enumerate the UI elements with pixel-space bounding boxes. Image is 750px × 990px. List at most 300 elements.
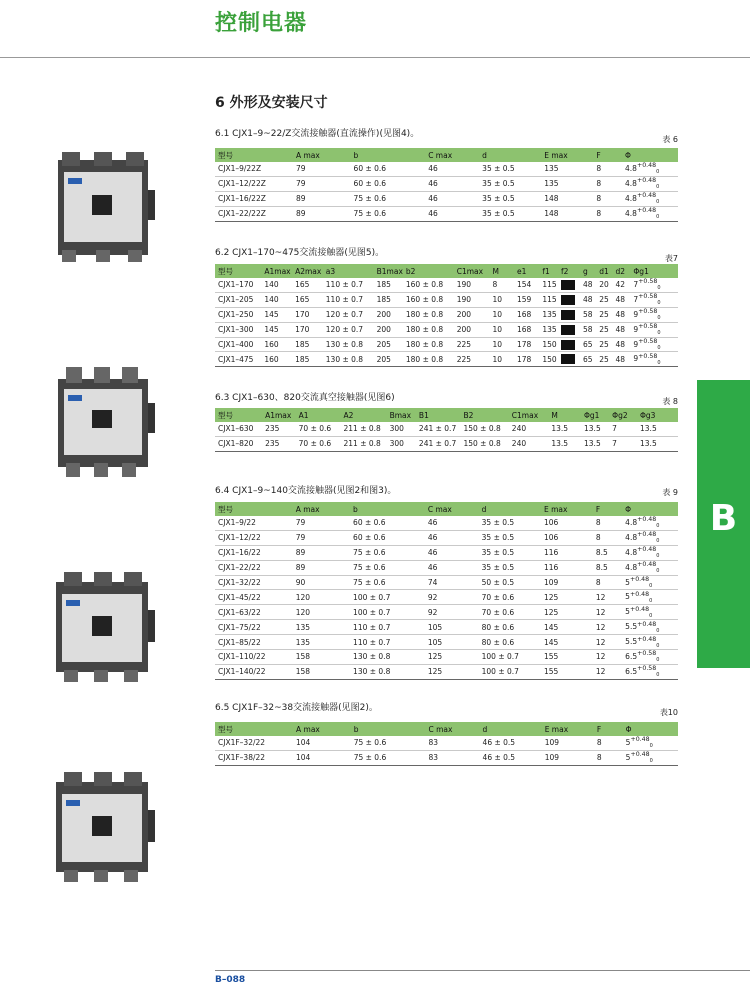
- table-cell: 154: [514, 278, 539, 292]
- table-cell: 70 ± 0.6: [479, 605, 541, 620]
- table-cell: 83: [425, 736, 479, 750]
- table-cell: 116: [541, 560, 593, 575]
- contactor-image-3: [50, 570, 155, 685]
- table-row: [215, 422, 678, 436]
- tolerance-lower: 0: [656, 199, 660, 206]
- table-cell: 8: [593, 530, 622, 545]
- table-cell: [622, 191, 678, 206]
- tolerance-upper: +0.58: [638, 352, 658, 360]
- side-tab-letter: B: [709, 498, 738, 539]
- table-cell: [622, 530, 678, 545]
- tolerance-upper: +0.48: [629, 605, 650, 613]
- table-cell: CJX1–9/22: [215, 516, 293, 530]
- table-cell: 125: [541, 590, 593, 605]
- table-header-cell: M: [548, 408, 581, 422]
- table-cell: [558, 307, 580, 322]
- table-cell: 160: [261, 352, 292, 367]
- table-cell: 135: [293, 635, 350, 650]
- table-cell: 89: [293, 545, 350, 560]
- table-cell: [558, 352, 580, 367]
- table-cell: 48: [613, 322, 631, 337]
- table-cell: [622, 560, 678, 575]
- table-cell: 160: [261, 337, 292, 352]
- phi-value: 7: [633, 279, 639, 289]
- table10-label: 表10: [659, 708, 678, 717]
- tolerance-upper: +0.58: [637, 650, 657, 658]
- table-cell: 130 ± 0.8: [350, 664, 425, 679]
- table-cell: 165: [292, 292, 323, 307]
- table-row: [215, 650, 678, 665]
- table-cell: 35 ± 0.5: [479, 530, 541, 545]
- table-cell: 89: [293, 206, 351, 221]
- table-cell: 46: [425, 176, 479, 191]
- table-cell: 79: [293, 162, 351, 176]
- table-cell: [630, 352, 678, 367]
- table-cell: 185: [374, 278, 403, 292]
- table-header-cell: B1max: [374, 264, 403, 278]
- phi-value: 5.5: [625, 637, 638, 647]
- table-cell: 89: [293, 560, 350, 575]
- table-cell: 25: [596, 337, 612, 352]
- table-header-cell: f2: [558, 264, 580, 278]
- table-header-cell: 型号: [215, 148, 293, 162]
- table-cell: 8: [594, 736, 623, 750]
- table-row: [215, 307, 678, 322]
- table-cell: [630, 278, 678, 292]
- table-cell: 46: [425, 545, 479, 560]
- phi-value: 9: [633, 309, 639, 319]
- table-cell: 160 ± 0.8: [403, 292, 454, 307]
- table-cell: [622, 650, 678, 665]
- table-cell: 75 ± 0.6: [351, 750, 426, 765]
- tolerance-upper: +0.48: [630, 751, 650, 759]
- phi-value: 7: [633, 294, 639, 304]
- table-header-cell: d: [479, 502, 541, 516]
- table-header-cell: A max: [293, 502, 350, 516]
- table-cell: 100 ± 0.7: [479, 650, 541, 665]
- table6-label: 表 6: [662, 135, 678, 144]
- table-cell: 185: [292, 337, 323, 352]
- tolerance-lower: 0: [656, 553, 660, 560]
- table-row: [215, 292, 678, 307]
- table-cell: 116: [541, 545, 593, 560]
- table-header-cell: b: [351, 722, 426, 736]
- table-cell: 205: [374, 337, 403, 352]
- tolerance-lower: 0: [656, 568, 660, 575]
- table-9: [215, 502, 678, 680]
- table-header-cell: A max: [293, 722, 351, 736]
- table-header-cell: 型号: [215, 408, 262, 422]
- table-8: [215, 408, 678, 452]
- phi-value: 6.5: [625, 666, 638, 676]
- table-cell: 150: [539, 352, 558, 367]
- table-row: [215, 664, 678, 679]
- table-cell: 300: [387, 422, 416, 436]
- table-header-cell: g: [580, 264, 596, 278]
- table-cell: 180 ± 0.8: [403, 352, 454, 367]
- table-cell: 145: [541, 635, 593, 650]
- table-cell: 8: [593, 516, 622, 530]
- table-cell: 60 ± 0.6: [351, 162, 426, 176]
- table-cell: 79: [293, 176, 351, 191]
- table-cell: CJX1F–32/22: [215, 736, 293, 750]
- table-cell: 80 ± 0.6: [479, 620, 541, 635]
- table-cell: 140: [261, 278, 292, 292]
- tolerance-lower: 0: [649, 597, 653, 604]
- table-cell: 75 ± 0.6: [350, 575, 425, 590]
- table7-label: 表7: [664, 254, 678, 263]
- table-cell: 115: [539, 292, 558, 307]
- table-cell: 79: [293, 530, 350, 545]
- f2-black-box: [561, 354, 575, 364]
- table-cell: 7: [609, 436, 637, 451]
- table-cell: 185: [292, 352, 323, 367]
- tolerance-lower: 0: [656, 169, 660, 176]
- table-cell: 180 ± 0.8: [403, 337, 454, 352]
- table-cell: [622, 664, 678, 679]
- table-cell: CJX1–300: [215, 322, 261, 337]
- table-header-cell: C max: [425, 502, 479, 516]
- table-header-cell: E max: [542, 722, 594, 736]
- table-cell: 8: [593, 575, 622, 590]
- table-header-cell: d: [480, 722, 542, 736]
- table-cell: 90: [293, 575, 350, 590]
- table-row: [215, 750, 678, 765]
- table-row: [215, 590, 678, 605]
- tolerance-lower: 0: [649, 583, 653, 589]
- table-header-cell: E max: [541, 148, 593, 162]
- table-cell: 178: [514, 352, 539, 367]
- table-cell: 50 ± 0.5: [479, 575, 541, 590]
- table-header-cell: A max: [293, 148, 351, 162]
- table-cell: 211 ± 0.8: [341, 436, 387, 451]
- tolerance-lower: 0: [656, 184, 660, 191]
- table-cell: 105: [425, 635, 479, 650]
- table-cell: 125: [541, 605, 593, 620]
- table-cell: 13.5: [581, 436, 609, 451]
- table-cell: CJX1–12/22Z: [215, 176, 293, 191]
- table-row: [215, 206, 678, 221]
- table-cell: 12: [593, 664, 622, 679]
- table-header-cell: F: [593, 148, 622, 162]
- table-cell: [623, 750, 678, 765]
- table-cell: CJX1F–38/22: [215, 750, 293, 765]
- table-cell: CJX1–16/22: [215, 545, 293, 560]
- table-row: [215, 278, 678, 292]
- table-header-cell: Bmax: [387, 408, 416, 422]
- table-cell: 35 ± 0.5: [479, 162, 541, 176]
- table-cell: CJX1–630: [215, 422, 262, 436]
- table-row: [215, 620, 678, 635]
- phi-value: 9: [633, 354, 639, 364]
- table-cell: 75 ± 0.6: [351, 206, 426, 221]
- table-cell: 135: [541, 162, 593, 176]
- table-cell: 104: [293, 750, 351, 765]
- table-cell: 35 ± 0.5: [479, 560, 541, 575]
- table-cell: 42: [613, 278, 631, 292]
- tolerance-lower: 0: [657, 285, 661, 292]
- table-cell: [630, 307, 678, 322]
- table-cell: 13.5: [548, 436, 581, 451]
- table-cell: 89: [293, 191, 351, 206]
- table-cell: 10: [489, 337, 514, 352]
- phi-value: 4.8: [625, 547, 638, 557]
- table-cell: 8.5: [593, 560, 622, 575]
- table-cell: 200: [454, 322, 490, 337]
- phi-value: 9: [633, 324, 639, 334]
- page-number: B–088: [215, 975, 246, 985]
- table-cell: 48: [613, 337, 631, 352]
- table-cell: 25: [596, 352, 612, 367]
- table-cell: 75 ± 0.6: [350, 545, 425, 560]
- table-cell: 200: [454, 307, 490, 322]
- table-cell: 185: [374, 292, 403, 307]
- table-cell: 12: [593, 650, 622, 665]
- table-cell: 8: [593, 206, 622, 221]
- table-cell: 65: [580, 337, 596, 352]
- table-cell: 168: [514, 322, 539, 337]
- table-cell: 8: [593, 176, 622, 191]
- table-cell: CJX1–22/22: [215, 560, 293, 575]
- table-cell: 74: [425, 575, 479, 590]
- table-cell: [630, 322, 678, 337]
- tolerance-lower: 0: [656, 672, 660, 679]
- table-cell: CJX1–45/22: [215, 590, 293, 605]
- table-cell: 8: [593, 162, 622, 176]
- table-cell: 46: [425, 560, 479, 575]
- tolerance-lower: 0: [656, 538, 660, 545]
- table-cell: [558, 292, 580, 307]
- table-cell: 46 ± 0.5: [480, 750, 542, 765]
- table-cell: CJX1–205: [215, 292, 261, 307]
- table-cell: 120 ± 0.7: [323, 307, 374, 322]
- table-cell: 109: [542, 750, 594, 765]
- table-header-cell: B2: [460, 408, 508, 422]
- table-cell: 200: [374, 322, 403, 337]
- table-cell: 241 ± 0.7: [416, 436, 461, 451]
- table-cell: 225: [454, 352, 490, 367]
- table6-subtitle: 6.1 CJX1–9~22/Z交流接触器(直流操作)(见图4)。: [215, 129, 420, 139]
- table-cell: 300: [387, 436, 416, 451]
- phi-value: 5: [625, 592, 630, 602]
- table-cell: 145: [261, 322, 292, 337]
- table-cell: 180 ± 0.8: [403, 307, 454, 322]
- table-cell: 12: [593, 620, 622, 635]
- table-cell: 100 ± 0.7: [479, 664, 541, 679]
- table8-subtitle: 6.3 CJX1–630、820交流真空接触器(见图6): [215, 393, 395, 403]
- table-cell: [622, 575, 678, 590]
- table-cell: 13.5: [637, 422, 678, 436]
- contactor-image-4: [50, 770, 155, 885]
- tolerance-lower: 0: [656, 214, 660, 221]
- table-cell: 10: [489, 352, 514, 367]
- table-cell: 115: [539, 278, 558, 292]
- table-cell: 60 ± 0.6: [351, 176, 426, 191]
- tolerance-lower: 0: [656, 627, 660, 634]
- table-cell: 130 ± 0.8: [350, 650, 425, 665]
- table-cell: 80 ± 0.6: [479, 635, 541, 650]
- tolerance-upper: +0.48: [636, 192, 657, 200]
- table-7: [215, 264, 678, 367]
- table-cell: CJX1–32/22: [215, 575, 293, 590]
- table-row: [215, 176, 678, 191]
- table-cell: 13.5: [581, 422, 609, 436]
- tolerance-upper: +0.48: [637, 531, 657, 539]
- table-cell: 48: [580, 292, 596, 307]
- table-cell: 35 ± 0.5: [479, 191, 541, 206]
- table-cell: 165: [292, 278, 323, 292]
- table-cell: [558, 322, 580, 337]
- header-divider: [0, 57, 750, 58]
- table-cell: 92: [425, 605, 479, 620]
- f2-black-box: [561, 295, 575, 305]
- table-cell: 135: [539, 307, 558, 322]
- table-10: [215, 722, 678, 766]
- table-cell: 140: [261, 292, 292, 307]
- tolerance-upper: +0.58: [638, 308, 658, 316]
- table-cell: 79: [293, 516, 350, 530]
- table-row: [215, 575, 678, 590]
- table-header-cell: F: [593, 502, 622, 516]
- tolerance-lower: 0: [657, 345, 661, 351]
- table-cell: 148: [541, 206, 593, 221]
- table-cell: 148: [541, 191, 593, 206]
- tolerance-upper: +0.58: [638, 338, 658, 345]
- table-row: [215, 191, 678, 206]
- table-cell: 130 ± 0.8: [323, 337, 374, 352]
- table-cell: 12: [593, 635, 622, 650]
- table-cell: [622, 620, 678, 635]
- table-cell: 58: [580, 322, 596, 337]
- table-cell: 200: [374, 307, 403, 322]
- tolerance-lower: 0: [649, 612, 653, 619]
- table-cell: CJX1–9/22Z: [215, 162, 293, 176]
- table-cell: 125: [425, 664, 479, 679]
- table-cell: [630, 292, 678, 307]
- table-cell: 35 ± 0.5: [479, 206, 541, 221]
- table-cell: 145: [541, 620, 593, 635]
- phi-value: 4.8: [625, 163, 637, 173]
- table-cell: 48: [613, 292, 631, 307]
- table-cell: 158: [293, 664, 350, 679]
- table-header-cell: 型号: [215, 722, 293, 736]
- table-cell: 235: [262, 436, 296, 451]
- table-cell: 75 ± 0.6: [350, 560, 425, 575]
- table-cell: 109: [542, 736, 594, 750]
- phi-value: 5: [625, 752, 631, 762]
- table-header-cell: M: [489, 264, 514, 278]
- table-header-cell: 型号: [215, 502, 293, 516]
- table-cell: CJX1–475: [215, 352, 261, 367]
- tolerance-upper: +0.48: [630, 736, 650, 744]
- table-header-cell: A2max: [292, 264, 323, 278]
- table-header-cell: f1: [539, 264, 558, 278]
- table-header-cell: b2: [403, 264, 454, 278]
- table-row: [215, 530, 678, 545]
- table-cell: 240: [509, 436, 549, 451]
- table-cell: 7: [609, 422, 637, 436]
- table-cell: 135: [541, 176, 593, 191]
- table-header-cell: Φg3: [637, 408, 678, 422]
- table-cell: 205: [374, 352, 403, 367]
- table-cell: 120 ± 0.7: [323, 322, 374, 337]
- phi-value: 9: [633, 339, 639, 349]
- table-header-cell: Φg1: [630, 264, 678, 278]
- table-header-cell: Φ: [622, 148, 678, 162]
- table-cell: 8: [593, 191, 622, 206]
- table8-label: 表 8: [662, 397, 678, 406]
- tolerance-upper: +0.48: [637, 620, 657, 628]
- table-cell: [622, 605, 678, 620]
- table-cell: 20: [596, 278, 612, 292]
- table-cell: 92: [425, 590, 479, 605]
- table-cell: CJX1–400: [215, 337, 261, 352]
- table-header-cell: d1: [596, 264, 612, 278]
- table-cell: CJX1–140/22: [215, 664, 293, 679]
- table-cell: 46: [425, 530, 479, 545]
- table-header-cell: Φ: [623, 722, 678, 736]
- table-row: [215, 560, 678, 575]
- tolerance-lower: 0: [656, 642, 660, 649]
- phi-value: 5: [625, 737, 631, 747]
- table-cell: 110 ± 0.7: [350, 635, 425, 650]
- table-cell: [622, 545, 678, 560]
- table-cell: 168: [514, 307, 539, 322]
- table-cell: CJX1–63/22: [215, 605, 293, 620]
- table-cell: [558, 337, 580, 352]
- table10-subtitle: 6.5 CJX1F–32~38交流接触器(见图2)。: [215, 703, 378, 713]
- table-cell: 70 ± 0.6: [296, 436, 341, 451]
- table-cell: CJX1–85/22: [215, 635, 293, 650]
- tolerance-lower: 0: [657, 359, 661, 366]
- table-header-cell: E max: [541, 502, 593, 516]
- section-title: 6 外形及安装尺寸: [215, 95, 328, 111]
- table-row: [215, 635, 678, 650]
- table-cell: 158: [293, 650, 350, 665]
- table-cell: CJX1–22/22Z: [215, 206, 293, 221]
- phi-value: 4.8: [625, 208, 637, 218]
- tolerance-lower: 0: [657, 315, 661, 322]
- table-row: [215, 352, 678, 367]
- table-cell: 35 ± 0.5: [479, 516, 541, 530]
- table-cell: 46 ± 0.5: [480, 736, 542, 750]
- table-cell: 65: [580, 352, 596, 367]
- phi-value: 4.8: [625, 562, 638, 572]
- table-cell: 150 ± 0.8: [460, 436, 508, 451]
- table-header-cell: Φg2: [609, 408, 637, 422]
- table-cell: 8: [594, 750, 623, 765]
- table-cell: 170: [292, 307, 323, 322]
- table-row: [215, 545, 678, 560]
- table-cell: 60 ± 0.6: [350, 516, 425, 530]
- table-cell: 58: [580, 307, 596, 322]
- table-header-cell: e1: [514, 264, 539, 278]
- table-cell: 110 ± 0.7: [350, 620, 425, 635]
- f2-black-box: [561, 310, 575, 320]
- table-cell: 120: [293, 605, 350, 620]
- table9-subtitle: 6.4 CJX1–9~140交流接触器(见图2和图3)。: [215, 486, 397, 496]
- f2-black-box: [561, 325, 575, 335]
- table-header-cell: 型号: [215, 264, 261, 278]
- table-cell: 35 ± 0.5: [479, 545, 541, 560]
- f2-black-box: [561, 280, 575, 290]
- table-cell: CJX1–12/22: [215, 530, 293, 545]
- footer-divider: [215, 970, 750, 971]
- table7-subtitle: 6.2 CJX1–170~475交流接触器(见图5)。: [215, 248, 385, 258]
- table-cell: 25: [596, 292, 612, 307]
- tolerance-upper: +0.48: [637, 561, 657, 569]
- tolerance-upper: +0.48: [629, 576, 650, 583]
